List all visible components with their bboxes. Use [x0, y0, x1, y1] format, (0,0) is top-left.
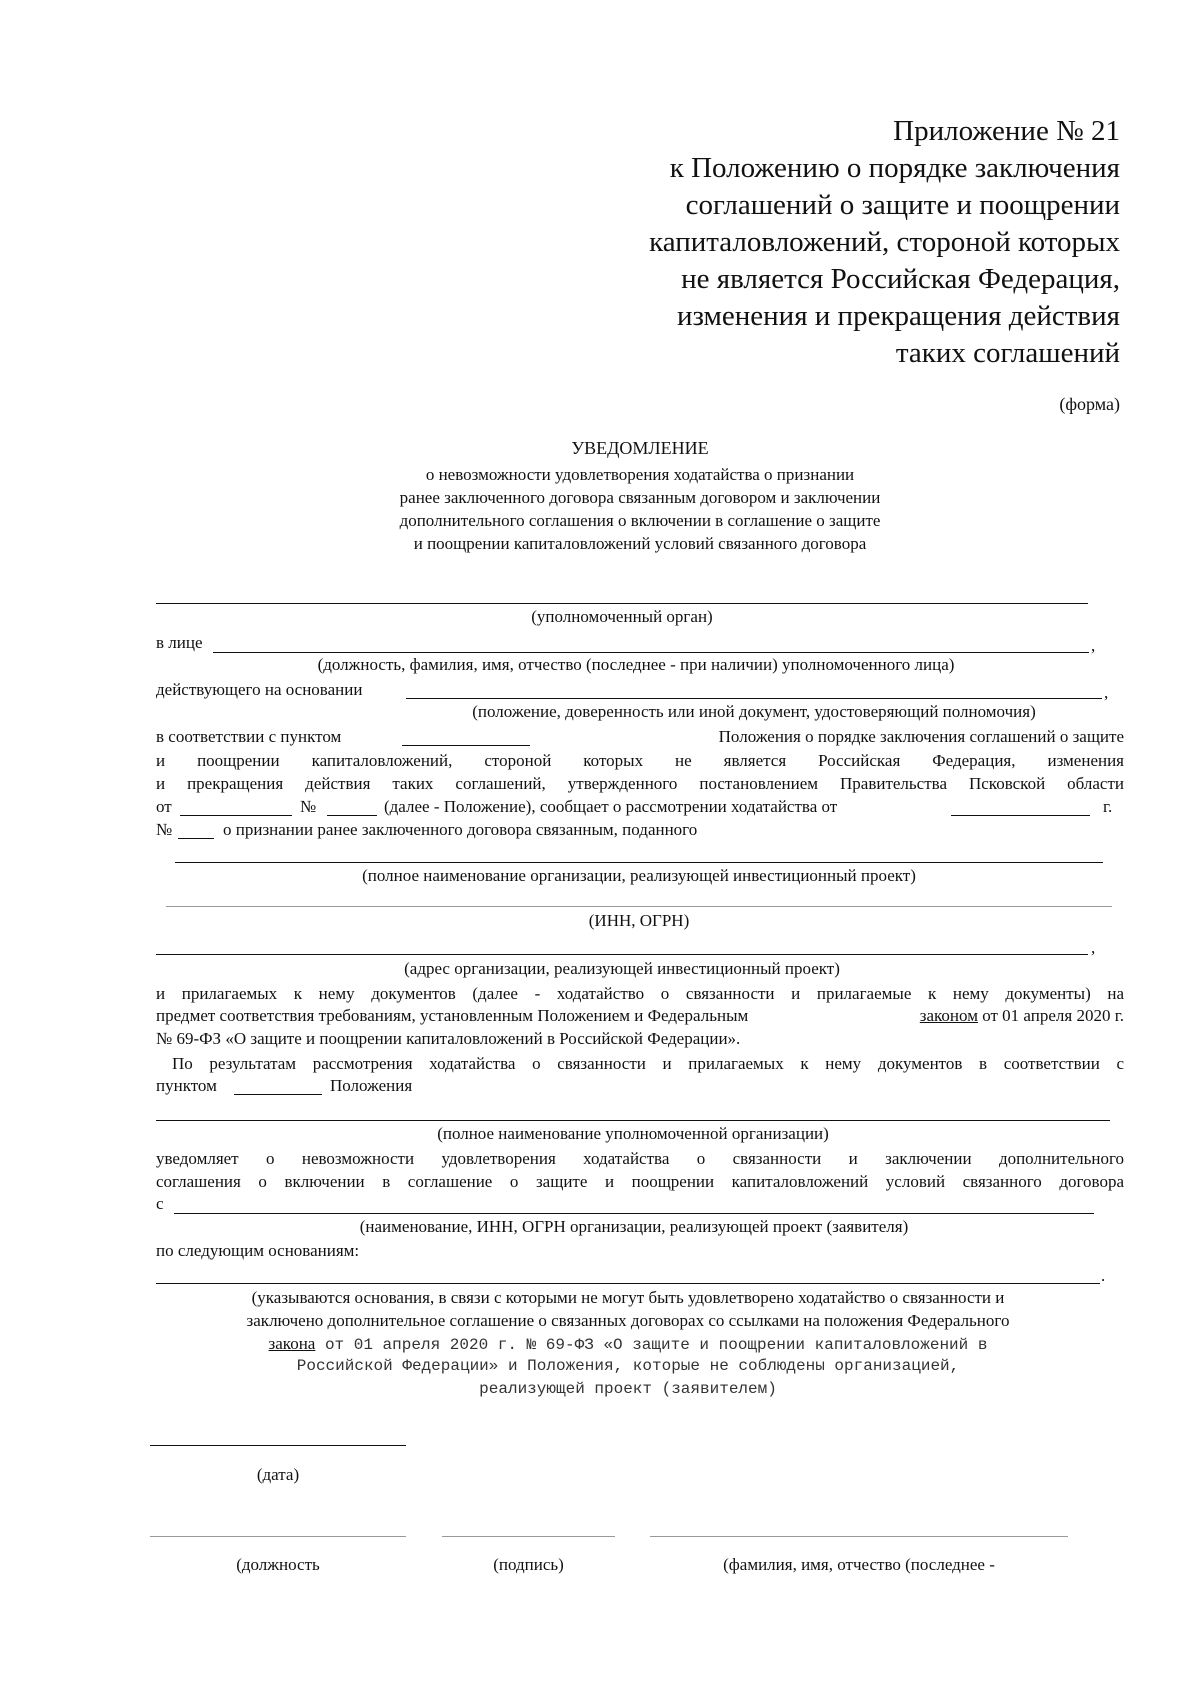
comma: , [1091, 938, 1096, 957]
caption-signature: (подпись) [493, 1555, 564, 1574]
caption-authorized-body: (уполномоченный орган) [531, 607, 713, 626]
caption-org-full-name: (полное наименование организации, реализующей инвестиционный проект) [362, 866, 916, 885]
p3-text: Положения [330, 1076, 413, 1095]
grounds-line[interactable] [156, 1283, 1100, 1284]
clause-line-2[interactable] [234, 1094, 322, 1095]
subtitle-line: дополнительного соглашения о включении в соглашение о защите [399, 511, 881, 530]
address-line[interactable] [156, 954, 1088, 955]
caption-auth-org-full-name: (полное наименование уполномоченной организации) [437, 1124, 829, 1143]
number-field-line[interactable] [327, 815, 377, 816]
petition-number-line[interactable] [178, 838, 214, 839]
p1-text: и прекращения действия таких соглашений, утвержденного постановлением Правительства Псковской области [156, 774, 1124, 793]
fio-line[interactable] [650, 1536, 1068, 1537]
p1-text: о признании ранее заключенного договора связанным, поданного [223, 820, 698, 839]
appendix-line: капиталовложений, стороной которых [649, 226, 1120, 258]
grounds-note-line [156, 1334, 1100, 1354]
law-link[interactable]: законом [919, 1006, 978, 1025]
acting-basis-label: действующего на основании [156, 680, 363, 699]
grounds-note-text: от 01 апреля 2020 г. № 69-ФЗ «О защите и поощрении капиталовложений в [315, 1336, 988, 1354]
p1-year: г. [1103, 797, 1113, 816]
caption-fio: (фамилия, имя, отчество (последнее - [723, 1555, 995, 1574]
p2-law-ref [920, 1006, 1124, 1026]
caption-person: (должность, фамилия, имя, отчество (последнее - при наличии) уполномоченного лица) [317, 655, 955, 674]
appendix-line: к Положению о порядке заключения [669, 152, 1120, 184]
appendix-header [500, 113, 1120, 372]
appendix-line: Приложение № 21 [893, 115, 1120, 147]
p1-number-sign: № [300, 797, 317, 816]
p1-text: и поощрении капиталовложений, стороной которых не является Российская Федерация, изменения [156, 751, 1124, 770]
applicant-line[interactable] [174, 1213, 1094, 1214]
p1-text: (далее - Положение), сообщает о рассмотрении ходатайства от [384, 797, 838, 816]
grounds-intro: по следующим основаниям: [156, 1241, 360, 1260]
p1-from: от [156, 797, 172, 816]
p3-text: пунктом [156, 1076, 217, 1095]
authorized-body-line[interactable] [156, 603, 1088, 604]
position-line[interactable] [150, 1536, 406, 1537]
appendix-line: соглашений о защите и поощрении [685, 189, 1120, 221]
period: . [1101, 1266, 1106, 1285]
person-line[interactable] [213, 652, 1089, 653]
grounds-note-line: заключено дополнительное соглашение о связанных договорах со ссылками на положения Федерального [246, 1311, 1010, 1330]
grounds-note-line: реализующей проект (заявителем) [479, 1380, 777, 1398]
law-link[interactable]: закона [268, 1334, 316, 1353]
grounds-note-line: (указываются основания, в связи с которыми не могут быть удовлетворено ходатайство о связанности и [251, 1288, 1005, 1307]
caption-org-address: (адрес организации, реализующей инвестиционный проект) [404, 959, 840, 978]
p2-text: предмет соответствия требованиям, установленным Положением и Федеральным [156, 1006, 749, 1025]
p4-text: соглашения о включении в соглашение о защите и поощрении капиталовложений условий связанного договора [156, 1172, 1124, 1191]
p2-text: № 69-ФЗ «О защите и поощрении капиталовложений в Российской Федерации». [156, 1029, 741, 1048]
caption-date: (дата) [256, 1465, 300, 1484]
caption-applicant: (наименование, ИНН, ОГРН организации, реализующей проект (заявителя) [359, 1217, 909, 1236]
document-subtitle [330, 463, 950, 555]
p2-text: и прилагаемых к нему документов (далее - ходатайство о связанности и прилагаемые к нему документы) на [156, 984, 1124, 1003]
p2-line [156, 1006, 1124, 1026]
subtitle-line: о невозможности удовлетворения ходатайства о признании [425, 465, 855, 484]
form-label: (форма) [1059, 394, 1120, 414]
p2-text: от 01 апреля 2020 г. [982, 1006, 1124, 1025]
grounds-note-line: Российской Федерации» и Положения, которые не соблюдены организацией, [296, 1357, 960, 1375]
in-person-label: в лице [156, 633, 203, 652]
p4-text: с [156, 1194, 164, 1213]
document-title: УВЕДОМЛЕНИЕ [571, 438, 709, 458]
caption-inn-ogrn: (ИНН, ОГРН) [588, 911, 690, 930]
p3-text: По результатам рассмотрения ходатайства о связанности и прилагаемых к нему документов в соответствии с [172, 1054, 1124, 1073]
comma: , [1104, 683, 1109, 702]
caption-basis: (положение, доверенность или иной документ, удостоверяющий полномочия) [472, 702, 1036, 721]
appendix-line: таких соглашений [895, 337, 1120, 369]
signature-line[interactable] [442, 1536, 615, 1537]
subtitle-line: ранее заключенного договора связанным договором и заключении [399, 488, 881, 507]
auth-org-line[interactable] [156, 1120, 1110, 1121]
p1-number-sign: № [156, 820, 173, 839]
petition-date-line[interactable] [951, 815, 1090, 816]
inn-ogrn-line[interactable] [166, 906, 1112, 907]
p4-text: уведомляет о невозможности удовлетворения ходатайства о связанности и заключении дополнительного [156, 1149, 1124, 1168]
date-field-line[interactable] [180, 815, 292, 816]
basis-line[interactable] [406, 698, 1102, 699]
comma: , [1091, 636, 1096, 655]
org-name-line[interactable] [175, 862, 1103, 863]
caption-position: (должность [236, 1555, 320, 1574]
p1-text: Положения о порядке заключения соглашений о защите [718, 727, 1124, 746]
appendix-line: изменения и прекращения действия [676, 300, 1120, 332]
subtitle-line: и поощрении капиталовложений условий связанного договора [413, 534, 867, 553]
date-signature-line[interactable] [150, 1445, 406, 1446]
clause-line[interactable] [402, 745, 530, 746]
p1-text: в соответствии с пунктом [156, 727, 342, 746]
appendix-line: не является Российская Федерация, [681, 263, 1120, 295]
